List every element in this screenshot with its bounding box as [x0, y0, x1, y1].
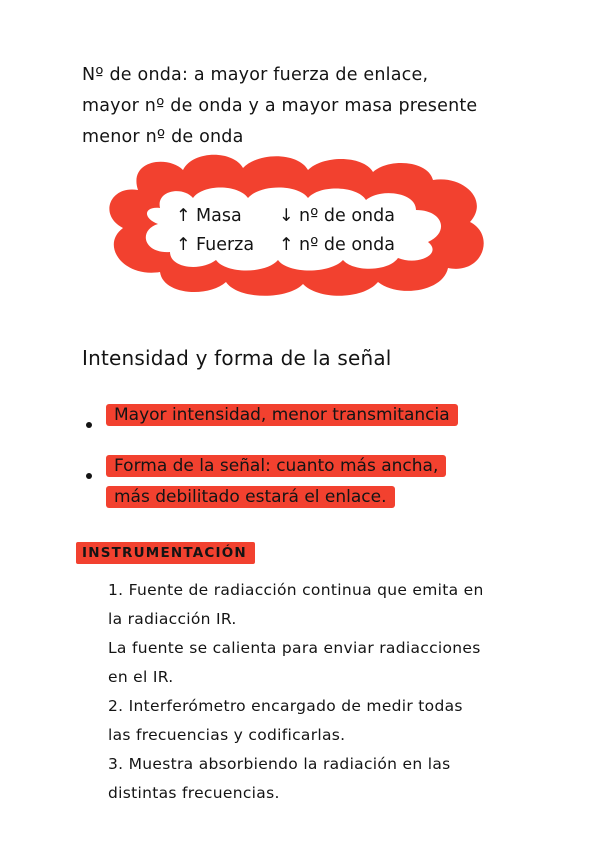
highlighted-text: Forma de la señal: cuanto más ancha,	[106, 455, 446, 477]
intro-paragraph	[82, 60, 562, 153]
step-3-line-1: 3. Muestra absorbiendo la radiación en las	[108, 755, 451, 773]
intro-line-2: mayor nº de onda y a mayor masa presente	[82, 96, 478, 116]
up-arrow-icon: ↑	[176, 206, 191, 226]
highlighted-text: más debilitado estará el enlace.	[106, 486, 395, 508]
fuerza-label: Fuerza	[196, 235, 255, 255]
highlighted-text: Mayor intensidad, menor transmitancia	[106, 404, 458, 426]
cloud-row-masa	[176, 202, 395, 231]
cloud-content	[176, 202, 395, 260]
up-arrow-icon: ↑	[279, 235, 294, 255]
up-arrow-icon: ↑	[176, 235, 191, 255]
masa-label: Masa	[196, 206, 242, 226]
step-1-line-3: La fuente se calienta para enviar radiacciones	[108, 639, 481, 657]
bullet-dot-icon	[86, 473, 92, 479]
intro-line-1: Nº de onda: a mayor fuerza de enlace,	[82, 65, 429, 85]
cloud-row-fuerza	[176, 231, 395, 260]
instrument-steps	[108, 576, 578, 808]
bullet-list	[80, 400, 560, 513]
instrumentacion-heading: INSTRUMENTACIÓN	[76, 542, 255, 564]
cloud-callout	[98, 150, 498, 300]
bullet-item-intensity	[80, 400, 560, 431]
step-1-line-4: en el IR.	[108, 668, 174, 686]
intro-line-3: menor nº de onda	[82, 127, 244, 147]
step-1-line-1: 1. Fuente de radiacción continua que emita en	[108, 581, 484, 599]
wavenumber-label-2: nº de onda	[299, 235, 395, 255]
step-1-line-2: la radiacción IR.	[108, 610, 237, 628]
down-arrow-icon: ↓	[279, 206, 294, 226]
step-2-line-1: 2. Interferómetro encargado de medir todas	[108, 697, 463, 715]
step-2-line-2: las frecuencias y codificarlas.	[108, 726, 346, 744]
section-heading: Intensidad y forma de la señal	[82, 346, 392, 370]
wavenumber-label-1: nº de onda	[299, 206, 395, 226]
bullet-item-shape	[80, 451, 560, 513]
step-3-line-2: distintas frecuencias.	[108, 784, 280, 802]
bullet-dot-icon	[86, 422, 92, 428]
